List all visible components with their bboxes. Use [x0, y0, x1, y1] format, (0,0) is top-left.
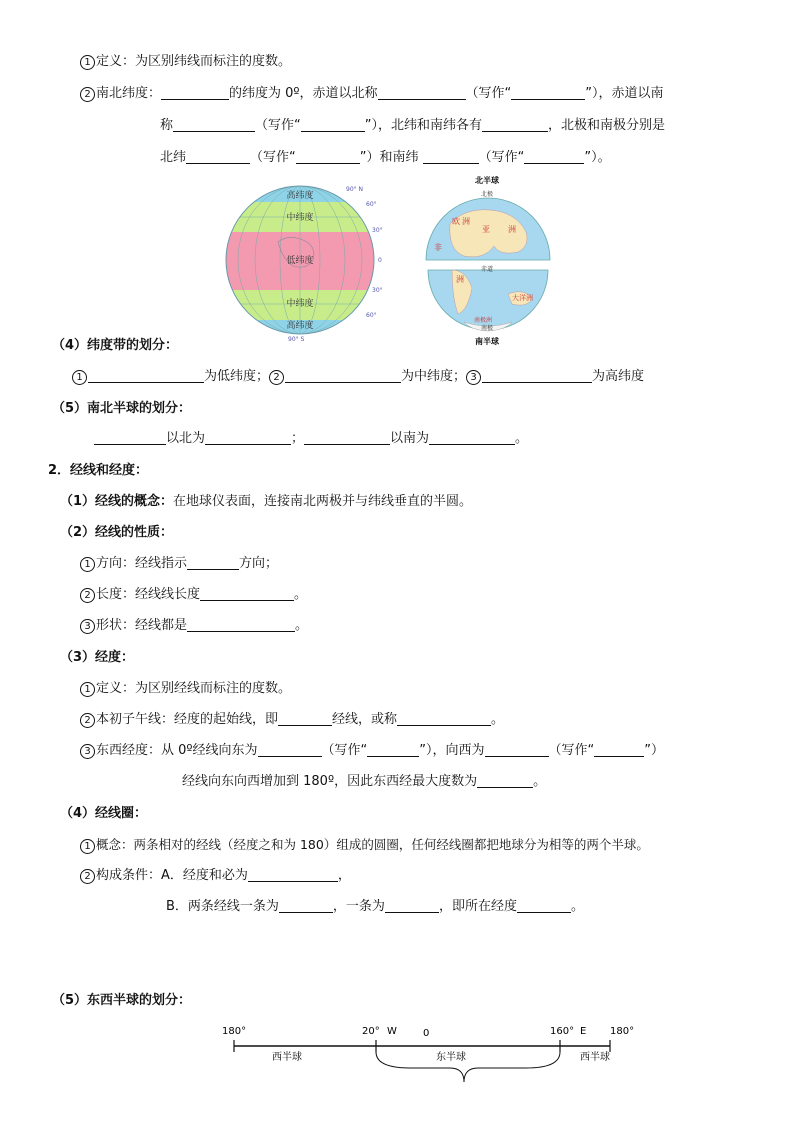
- section-2-title: 2．经线和经度：: [48, 463, 149, 478]
- tick-label-e: E: [580, 1026, 587, 1037]
- band-label: 中纬度: [286, 299, 314, 309]
- lat-label: 0: [378, 257, 382, 264]
- blank-field[interactable]: [285, 368, 401, 383]
- lat-label: 90° S: [288, 336, 305, 342]
- continent-label: 洲: [462, 217, 470, 226]
- blank-field[interactable]: [594, 742, 644, 757]
- tick-label-0: 0: [423, 1028, 430, 1039]
- blank-field[interactable]: [511, 85, 585, 100]
- continent-label: 大洋洲: [512, 294, 533, 302]
- circle-number-1: 1: [80, 55, 95, 70]
- blank-field[interactable]: [304, 430, 390, 445]
- tick-label-180-left: 180°: [222, 1026, 247, 1037]
- band-label: 高纬度: [286, 191, 314, 201]
- ns-latitude-line-3: 北纬 （写作“ ”）和南纬 （写作“ ”）。: [160, 150, 611, 165]
- blank-field[interactable]: [367, 742, 419, 757]
- latitude-bands-globe: [218, 182, 398, 342]
- blank-field[interactable]: [429, 430, 515, 445]
- tick-label-160: 160°: [550, 1026, 575, 1037]
- south-pole-label: 南极: [480, 325, 494, 332]
- continent-label: 欧: [452, 217, 460, 226]
- meridian-shape: 3 形状：经线都是 。: [80, 617, 308, 635]
- meridian-circle-title: （4）经线圈：: [60, 806, 148, 821]
- north-pole-label: 北极: [480, 191, 494, 198]
- blank-field[interactable]: [517, 898, 571, 913]
- meridian-circle-condition-b: B．两条经线一条为 ，一条为 ，即所在经度 。: [166, 899, 584, 914]
- circle-number-1: 1: [80, 682, 95, 697]
- blank-field[interactable]: [385, 898, 439, 913]
- blank-field[interactable]: [88, 368, 204, 383]
- circle-number-3: 3: [466, 370, 481, 385]
- circle-number-2: 2: [80, 869, 95, 884]
- meridian-properties-title: （2）经线的性质：: [60, 525, 174, 540]
- lat-label: 60°: [366, 201, 377, 208]
- blank-field[interactable]: [482, 117, 548, 132]
- blank-field[interactable]: [477, 773, 533, 788]
- blank-field[interactable]: [258, 742, 322, 757]
- continent-label: 南极洲: [474, 317, 493, 324]
- blank-field[interactable]: [186, 149, 250, 164]
- blank-field[interactable]: [423, 149, 479, 164]
- circle-number-3: 3: [80, 744, 95, 759]
- blank-field[interactable]: [200, 586, 294, 601]
- lat-label: 60°: [366, 312, 377, 319]
- meridian-concept: （1）经线的概念：在地球仪表面，连接南北两极并与纬线垂直的半圆。: [60, 494, 473, 509]
- equator-label: 赤道: [480, 266, 494, 273]
- lat-label: 90° N: [346, 186, 364, 193]
- blank-field[interactable]: [187, 555, 239, 570]
- blank-field[interactable]: [482, 368, 592, 383]
- blank-field[interactable]: [378, 85, 466, 100]
- west-hemisphere-label: 西半球: [580, 1052, 610, 1063]
- blank-field[interactable]: [205, 430, 291, 445]
- north-hemisphere-label: 北半球: [475, 176, 499, 185]
- circle-number-2: 2: [80, 713, 95, 728]
- circle-number-1: 1: [72, 370, 87, 385]
- blank-field[interactable]: [173, 117, 255, 132]
- blank-field[interactable]: [301, 117, 365, 132]
- longitude-definition: 1 定义：为区别经线而标注的度数。: [80, 680, 291, 698]
- hemispheres-globe: [412, 172, 562, 350]
- ns-latitude-line-2: 称 （写作“ ”），北纬和南纬各有 ，北极和南极分别是: [160, 118, 666, 133]
- band-label: 中纬度: [286, 213, 314, 223]
- ew-hemisphere-diagram: [210, 1018, 650, 1090]
- band-label: 低纬度: [286, 256, 314, 266]
- circle-number-2: 2: [80, 588, 95, 603]
- meridian-direction: 1 方向：经线指示 方向；: [80, 555, 278, 573]
- continent-label: 洲: [456, 275, 464, 284]
- longitude-title: （3）经度：: [60, 650, 135, 665]
- blank-field[interactable]: [296, 149, 360, 164]
- ew-longitude-line-1: 3 东西经度：从 0º经线向东为 （写作“ ”），向西为 （写作“ ”）: [80, 742, 664, 760]
- ew-hemisphere-title: （5）东西半球的划分：: [52, 993, 192, 1008]
- circle-number-2: 2: [269, 370, 284, 385]
- ew-longitude-line-2: 经线向东向西增加到 180º，因此东西经最大度数为 。: [182, 774, 547, 789]
- east-hemisphere-brace: [376, 1052, 560, 1082]
- prime-meridian-line: 2 本初子午线：经度的起始线，即 经线，或称 。: [80, 711, 504, 729]
- blank-field[interactable]: [279, 898, 333, 913]
- tick-label-180-right: 180°: [610, 1026, 635, 1037]
- continent-label: 亚: [482, 225, 490, 234]
- band-label: 高纬度: [286, 321, 314, 331]
- continent-label: 非: [434, 243, 442, 252]
- ns-hemisphere-line: 以北为 ； 以南为 。: [94, 430, 528, 448]
- meridian-circle-concept: 1 概念：两条相对的经线（经度之和为 180）组成的圆圈，任何经线圈都把地球分为相等的两个半球。: [80, 836, 649, 854]
- east-hemisphere-label: 东半球: [436, 1052, 466, 1063]
- blank-field[interactable]: [485, 742, 549, 757]
- circle-number-1: 1: [80, 557, 95, 572]
- ns-latitude-line-1: 2 南北纬度： 的纬度为 0º，赤道以北称 （写作“ ”），赤道以南: [80, 85, 664, 103]
- circle-number-2: 2: [80, 87, 95, 102]
- circle-number-1: 1: [80, 839, 95, 854]
- latitude-definition: 1 定义：为区别纬线而标注的度数。: [80, 53, 291, 71]
- latitude-zone-line: 1 为低纬度； 2 为中纬度； 3 为高纬度: [72, 368, 644, 386]
- meridian-length: 2 长度：经线线长度 。: [80, 586, 307, 604]
- lat-label: 30°: [372, 227, 383, 234]
- blank-field[interactable]: [524, 149, 584, 164]
- section-4-title: （4）纬度带的划分：: [52, 338, 179, 353]
- lat-label: 30°: [372, 287, 383, 294]
- blank-field[interactable]: [248, 867, 338, 882]
- meridian-circle-condition-a: 2 构成条件：A．经度和必为 ，: [80, 867, 351, 885]
- circle-number-3: 3: [80, 619, 95, 634]
- section-5-title: （5）南北半球的划分：: [52, 401, 192, 416]
- south-hemisphere-label: 南半球: [475, 337, 499, 346]
- tick-label-20: 20°: [362, 1026, 380, 1037]
- blank-field[interactable]: [94, 430, 166, 445]
- blank-field[interactable]: [187, 617, 295, 632]
- tick-label-w: W: [387, 1026, 397, 1037]
- continent-label: 洲: [508, 225, 516, 234]
- blank-field[interactable]: [397, 711, 491, 726]
- blank-field[interactable]: [161, 85, 229, 100]
- blank-field[interactable]: [278, 711, 332, 726]
- west-hemisphere-label: 西半球: [272, 1052, 302, 1063]
